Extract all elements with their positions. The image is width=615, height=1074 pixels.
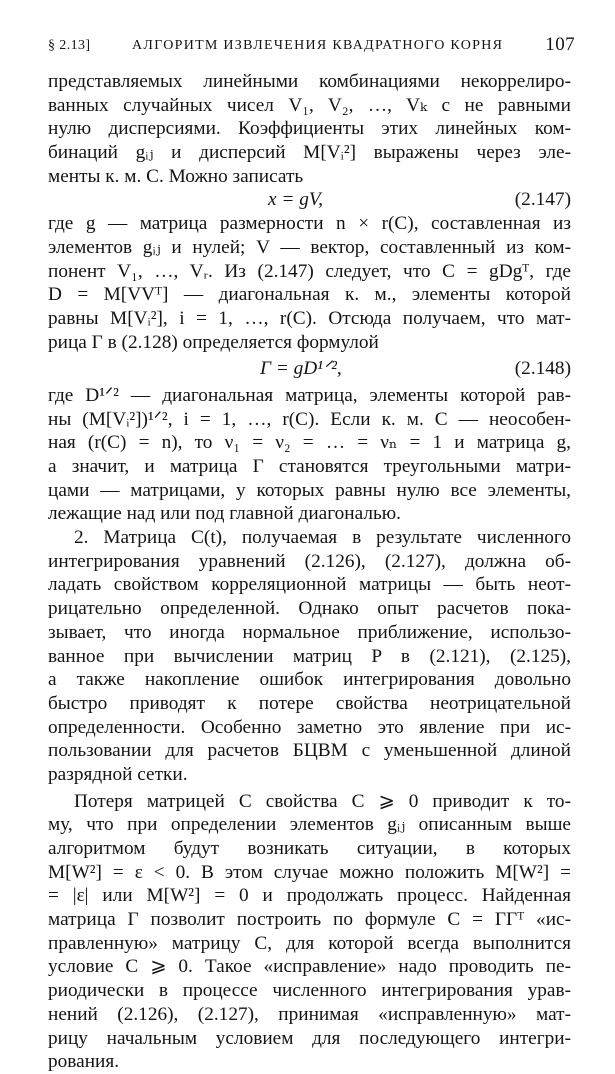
- text-line: рицательно определенной. Однако опыт расчетов пока-: [48, 598, 571, 620]
- text-line: условие C ⩾ 0. Такое «исправление» надо проводить пе-: [48, 956, 571, 978]
- equation: [48, 357, 571, 381]
- equation: [48, 188, 571, 212]
- page-body: [48, 70, 571, 1074]
- text-line: цами — матрицами, у которых равны нулю все элементы,: [48, 479, 571, 501]
- text-line: зывает, что иногда нормальное приближение, использо-: [48, 621, 571, 643]
- text-line: интегрирования уравнений (2.126), (2.127), должна об-: [48, 550, 571, 572]
- text-line: матрица Γ позволит построить по формуле C = ΓΓᵀ «ис-: [48, 909, 571, 931]
- text-line: му, что при определении элементов gᵢⱼ описанным выше: [48, 814, 571, 836]
- text-line: ванное при вычислении матриц P в (2.121), (2.125),: [48, 645, 571, 667]
- paragraph: [48, 70, 571, 188]
- text-line: ванных случайных чисел V₁, V₂, …, Vₖ с не равными: [48, 94, 571, 116]
- text-line: разрядной сетки.: [48, 763, 188, 785]
- text-line: M[W²] = ε < 0. В этом случае можно положить M[W²] =: [48, 861, 571, 883]
- text-line: менты к. м. C. Можно записать: [48, 165, 304, 187]
- equation-number: (2.148): [514, 358, 571, 380]
- text-line: = |ε| или M[W²] = 0 и продолжать процесс. Найденная: [48, 885, 571, 907]
- text-line: рица Γ в (2.128) определяется формулой: [48, 331, 379, 353]
- text-line: D = M[VVᵀ] — диагональная к. м., элементы которой: [48, 284, 571, 306]
- text-line: правленную» матрицу C, для которой всегда выполнится: [48, 932, 571, 954]
- text-line: нулю дисперсиями. Коэффициенты этих линейных ком-: [48, 118, 571, 140]
- text-line: равны M[Vᵢ²], i = 1, …, r(C). Отсюда получаем, что мат-: [48, 307, 571, 329]
- equation-formula: Γ = gD¹ᐟ²,: [260, 358, 342, 380]
- equation-number: (2.147): [514, 189, 571, 211]
- text-line: представляемых линейными комбинациями некоррелиро-: [48, 71, 571, 92]
- text-line: нений (2.126), (2.127), принимая «исправленную» мат-: [48, 1003, 571, 1025]
- page-number: 107: [545, 34, 575, 55]
- text-line: а значит, и матрица Γ становятся треугольными матри-: [48, 456, 571, 477]
- text-line: ладать свойством корреляционной матрицы — быть неот-: [48, 574, 571, 596]
- text-line: рицу начальным условием для последующего интегри-: [48, 1027, 571, 1049]
- text-line: ная (r(C) = n), то ν₁ = ν₂ = … = νₙ = 1 и матрица g,: [48, 432, 571, 454]
- text-line: а также накопление ошибок интегрирования довольно: [48, 669, 571, 691]
- running-title: АЛГОРИТМ ИЗВЛЕЧЕНИЯ КВАДРАТНОГО КОРНЯ: [132, 38, 504, 53]
- text-line: Потеря матрицей C свойства C ⩾ 0 приводит к то-: [74, 790, 571, 812]
- text-line: определенности. Особенно заметно это явление при ис-: [48, 716, 571, 738]
- text-line: пользовании для расчетов БЦВМ с уменьшенной длиной: [48, 740, 571, 762]
- text-line: 2. Матрица C(t), получаемая в результате численного: [74, 527, 571, 549]
- paragraph: [48, 526, 571, 787]
- text-line: элементов gᵢⱼ и нулей; V — вектор, составленный из ком-: [48, 236, 571, 258]
- paragraph: [48, 384, 571, 526]
- section-marker: § 2.13]: [48, 38, 91, 53]
- text-line: лежащие над или под главной диагональю.: [48, 503, 401, 525]
- text-line: понент V₁, …, Vᵣ. Из (2.147) следует, что C = gDgᵀ, где: [48, 260, 571, 282]
- equation-formula: x = gV,: [268, 189, 323, 211]
- running-header: [48, 34, 575, 62]
- text-line: бинаций gᵢⱼ и дисперсий M[Vᵢ²] выражены через эле-: [48, 142, 571, 164]
- text-line: рования.: [48, 1051, 120, 1073]
- paragraph: [48, 790, 571, 1074]
- text-line: ны (M[Vᵢ²])¹ᐟ², i = 1, …, r(C). Если к. м. C — неособен-: [48, 408, 571, 430]
- text-line: где D¹ᐟ² — диагональная матрица, элементы которой рав-: [48, 384, 571, 406]
- text-line: риодически в процессе численного интегрирования урав-: [48, 980, 571, 1002]
- paragraph: [48, 212, 571, 354]
- text-line: где g — матрица размерности n × r(C), составленная из: [48, 213, 571, 235]
- text-line: быстро приводят к потере свойства неотрицательной: [48, 692, 571, 714]
- text-line: алгоритмом будут возникать ситуации, в которых: [48, 838, 571, 859]
